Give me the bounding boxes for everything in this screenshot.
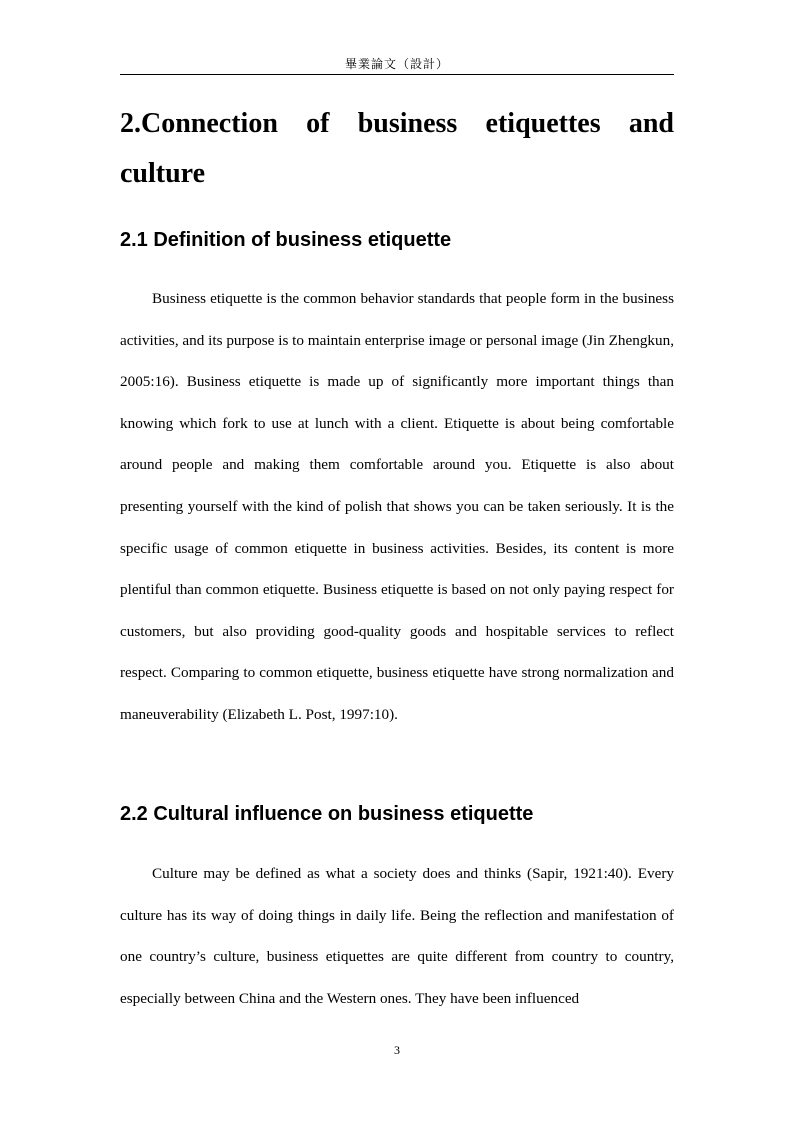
page-number: 3 [394, 1043, 400, 1057]
section-heading-2-1: 2.1 Definition of business etiquette [120, 229, 452, 251]
chapter-title: 2.Connection of business etiquettes and culture [120, 108, 674, 189]
section-2-1-paragraph: Business etiquette is the common behavior standards that people form in the business activities, and its purpose is to maintain enterprise image or personal image (Jin Zhengkun, 2005:16). Business etiquette is made up of significantly more important things than knowing which fork to use at lunch with a client. Etiquette is about being comfortable around people and making them comfortable around you. Etiquette is also about presenting yourself with the kind of polish that shows you can be taken seriously. It is the specific usage of common etiquette in business activities. Besides, its content is more plentiful than common etiquette. Business etiquette is based on not only paying respect for customers, but also providing good-quality goods and hospitable services to reflect respect. Comparing to common etiquette, business etiquette have strong normalization and maneuverability (Elizabeth L. Post, 1997:10). [120, 290, 674, 723]
header-rule [120, 74, 674, 75]
section-heading-2-2: 2.2 Cultural influence on business etiquette [120, 803, 534, 825]
section-2-2-paragraph: Culture may be defined as what a society does and thinks (Sapir, 1921:40). Every culture has its way of doing things in daily life. Being the reflection and manifestation of one country’s culture, business etiquettes are quite different from country to country, especially between China and the Western ones. They have been influenced [120, 865, 674, 1007]
running-header: 畢業論文（設計） [344, 57, 449, 71]
